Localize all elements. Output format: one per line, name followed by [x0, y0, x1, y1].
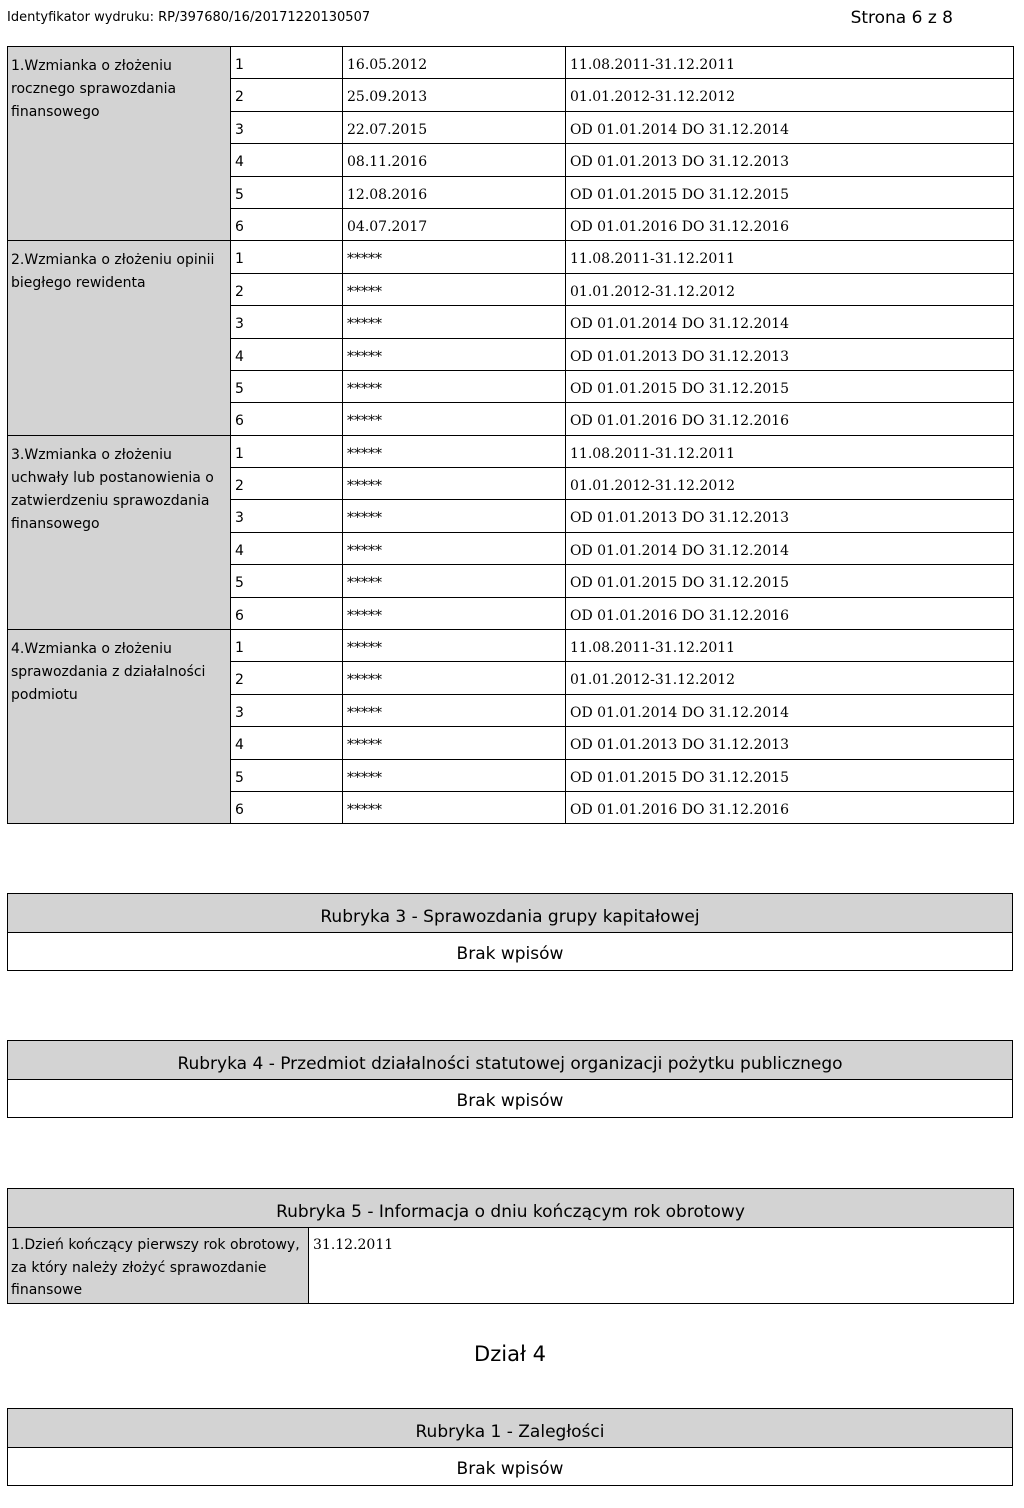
filing-date: ***** — [343, 694, 566, 726]
dzial-4-rubryka-1-section — [7, 1408, 1013, 1486]
financial-statements-table — [7, 46, 1014, 824]
section-title: Rubryka 4 - Przedmiot działalności statutowej organizacji pożytku publicznego — [8, 1041, 1013, 1080]
filing-date: ***** — [343, 759, 566, 791]
reporting-period: 01.01.2012-31.12.2012 — [566, 79, 1014, 111]
table-row — [8, 47, 1014, 79]
reporting-period: OD 01.01.2016 DO 31.12.2016 — [566, 208, 1014, 240]
reporting-period: 01.01.2012-31.12.2012 — [566, 662, 1014, 694]
row-number: 3 — [231, 500, 343, 532]
table-row — [8, 630, 1014, 662]
row-number: 5 — [231, 370, 343, 402]
row-number: 3 — [231, 306, 343, 338]
row-number: 4 — [231, 532, 343, 564]
filing-date: ***** — [343, 791, 566, 823]
filing-date: 12.08.2016 — [343, 176, 566, 208]
reporting-period: OD 01.01.2015 DO 31.12.2015 — [566, 565, 1014, 597]
section-heading-dzial-4: Dział 4 — [474, 1342, 546, 1366]
row-number: 6 — [231, 403, 343, 435]
row-number: 6 — [231, 791, 343, 823]
filing-date: ***** — [343, 435, 566, 467]
filing-date: 16.05.2012 — [343, 47, 566, 79]
section-title: Rubryka 1 - Zaległości — [8, 1409, 1013, 1448]
table-row — [8, 241, 1014, 273]
filing-date: ***** — [343, 662, 566, 694]
fiscal-year-end-label: 1.Dzień kończący pierwszy rok obrotowy, za który należy złożyć sprawozdanie finansowe — [8, 1228, 309, 1304]
filing-date: ***** — [343, 370, 566, 402]
row-number: 5 — [231, 176, 343, 208]
reporting-period: OD 01.01.2016 DO 31.12.2016 — [566, 597, 1014, 629]
print-header — [7, 8, 1017, 32]
filing-date: ***** — [343, 468, 566, 500]
row-number: 5 — [231, 759, 343, 791]
filing-date: ***** — [343, 630, 566, 662]
row-number: 2 — [231, 79, 343, 111]
reporting-period: OD 01.01.2015 DO 31.12.2015 — [566, 759, 1014, 791]
row-number: 1 — [231, 241, 343, 273]
filing-date: ***** — [343, 338, 566, 370]
section-title: Rubryka 5 - Informacja o dniu kończącym rok obrotowy — [8, 1189, 1014, 1228]
reporting-period: OD 01.01.2013 DO 31.12.2013 — [566, 338, 1014, 370]
section-title: Rubryka 3 - Sprawozdania grupy kapitałowej — [8, 894, 1013, 933]
filing-date: ***** — [343, 241, 566, 273]
reporting-period: OD 01.01.2014 DO 31.12.2014 — [566, 694, 1014, 726]
row-number: 6 — [231, 597, 343, 629]
reporting-period: OD 01.01.2015 DO 31.12.2015 — [566, 176, 1014, 208]
row-number: 1 — [231, 435, 343, 467]
filing-date: 22.07.2015 — [343, 111, 566, 143]
reporting-period: OD 01.01.2015 DO 31.12.2015 — [566, 370, 1014, 402]
reporting-period: OD 01.01.2014 DO 31.12.2014 — [566, 532, 1014, 564]
reporting-period: OD 01.01.2013 DO 31.12.2013 — [566, 727, 1014, 759]
entry-label: 2.Wzmianka o złożeniu opinii biegłego rewidenta — [8, 241, 231, 435]
entry-label: 4.Wzmianka o złożeniu sprawozdania z działalności podmiotu — [8, 630, 231, 824]
reporting-period: 01.01.2012-31.12.2012 — [566, 468, 1014, 500]
filing-date: ***** — [343, 565, 566, 597]
row-number: 1 — [231, 630, 343, 662]
row-number: 2 — [231, 662, 343, 694]
fiscal-year-end-value: 31.12.2011 — [309, 1228, 1014, 1304]
filing-date: ***** — [343, 597, 566, 629]
reporting-period: OD 01.01.2013 DO 31.12.2013 — [566, 144, 1014, 176]
filing-date: ***** — [343, 532, 566, 564]
row-number: 3 — [231, 111, 343, 143]
filing-date: ***** — [343, 306, 566, 338]
reporting-period: OD 01.01.2016 DO 31.12.2016 — [566, 791, 1014, 823]
row-number: 2 — [231, 273, 343, 305]
filing-date: ***** — [343, 273, 566, 305]
rubryka-3-section — [7, 893, 1013, 971]
reporting-period: 11.08.2011-31.12.2011 — [566, 241, 1014, 273]
filing-date: 25.09.2013 — [343, 79, 566, 111]
filing-date: ***** — [343, 500, 566, 532]
row-number: 3 — [231, 694, 343, 726]
filing-date: ***** — [343, 727, 566, 759]
reporting-period: 01.01.2012-31.12.2012 — [566, 273, 1014, 305]
row-number: 4 — [231, 727, 343, 759]
no-entries-text: Brak wpisów — [8, 1080, 1013, 1118]
print-identifier: Identyfikator wydruku: RP/397680/16/20171220130507 — [7, 10, 371, 25]
row-number: 4 — [231, 338, 343, 370]
filing-date: ***** — [343, 403, 566, 435]
row-number: 5 — [231, 565, 343, 597]
filing-date: 04.07.2017 — [343, 208, 566, 240]
reporting-period: OD 01.01.2016 DO 31.12.2016 — [566, 403, 1014, 435]
row-number: 4 — [231, 144, 343, 176]
row-number: 2 — [231, 468, 343, 500]
rubryka-5-section — [7, 1188, 1014, 1304]
reporting-period: OD 01.01.2013 DO 31.12.2013 — [566, 500, 1014, 532]
reporting-period: OD 01.01.2014 DO 31.12.2014 — [566, 111, 1014, 143]
row-number: 1 — [231, 47, 343, 79]
no-entries-text: Brak wpisów — [8, 933, 1013, 971]
rubryka-4-section — [7, 1040, 1013, 1118]
entry-label: 1.Wzmianka o złożeniu rocznego sprawozdania finansowego — [8, 47, 231, 241]
row-number: 6 — [231, 208, 343, 240]
reporting-period: 11.08.2011-31.12.2011 — [566, 630, 1014, 662]
filing-date: 08.11.2016 — [343, 144, 566, 176]
reporting-period: OD 01.01.2014 DO 31.12.2014 — [566, 306, 1014, 338]
entry-label: 3.Wzmianka o złożeniu uchwały lub postanowienia o zatwierdzeniu sprawozdania finansowego — [8, 435, 231, 629]
reporting-period: 11.08.2011-31.12.2011 — [566, 47, 1014, 79]
table-row — [8, 435, 1014, 467]
no-entries-text: Brak wpisów — [8, 1448, 1013, 1486]
reporting-period: 11.08.2011-31.12.2011 — [566, 435, 1014, 467]
page-number: Strona 6 z 8 — [850, 8, 953, 28]
